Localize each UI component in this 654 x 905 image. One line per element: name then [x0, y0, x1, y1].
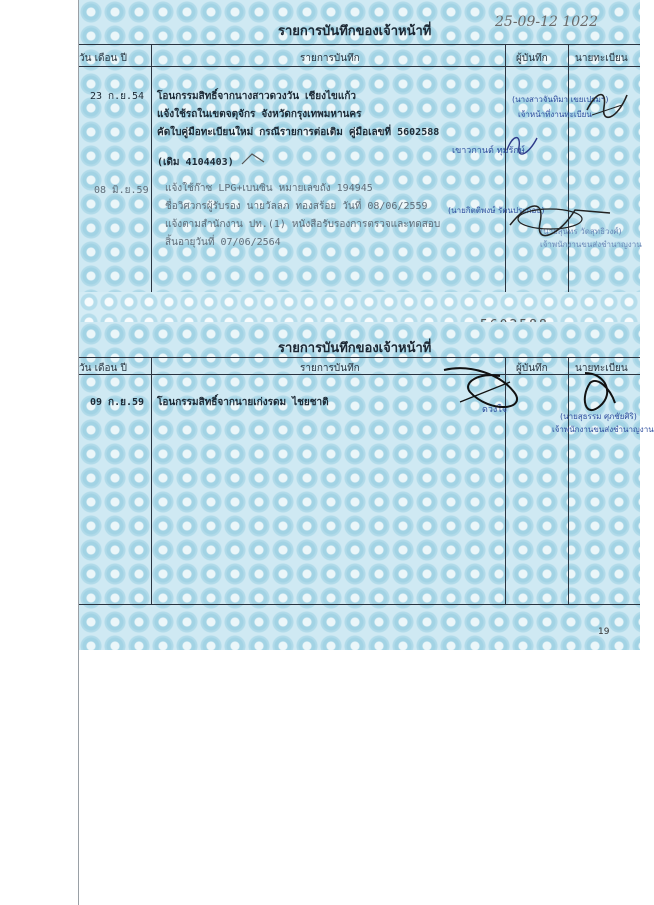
entry-line: สิ้นอายุวันที่ 07/06/2564	[165, 237, 281, 248]
signature-mark	[582, 85, 632, 125]
rule	[505, 44, 506, 292]
entry-line: ชื่อวิศวกรผู้รับรอง นายวัลลภ ทองสร้อย วันที่ 08/06/2559	[165, 201, 428, 212]
officer-stamp: (นายสุธรรม ศุภชัยศิริ)	[560, 412, 637, 421]
rule	[151, 357, 152, 604]
page-number: 19	[598, 627, 610, 637]
entry-line: แจ้งตามสำนักงาน ปท.(1) หนังสือรับรองการตรวจและทดสอบ	[165, 219, 441, 230]
entry-line: แจ้งใช้รถในเขตจตุจักร จังหวัดกรุงเทพมหานคร	[157, 109, 362, 120]
officer-stamp: เจ้าพนักงานขนส่งชำนาญงาน	[540, 240, 642, 249]
rule	[79, 44, 640, 45]
officer-stamp: เจ้าพนักงานขนส่งชำนาญงาน	[552, 425, 654, 434]
rule	[568, 44, 569, 292]
rule	[151, 44, 152, 292]
entry-line: โอนกรรมสิทธิ์จากนางสาวดวงวัน เชียงไขแก้ว	[157, 91, 356, 102]
officer-stamp: (นางสาวจันทิมา เขยเปรมฯ)	[512, 95, 609, 104]
officer-stamp: เขาวกานต์ ทุมรักษ์	[452, 146, 525, 156]
entry-line: แจ้งใช้ก๊าซ LPG+เบนซิน หมายเลขถัง 194945	[165, 183, 373, 194]
officer-stamp: เจ้าหน้าที่งานทะเบียน	[518, 110, 592, 119]
rule	[79, 66, 640, 67]
rule	[79, 604, 640, 605]
officer-stamp: ดวงใจ	[482, 405, 507, 415]
entry-line: โอนกรรมสิทธิ์จากนายเก่งรดม ไชยชาติ	[157, 397, 329, 408]
rule	[79, 357, 640, 358]
entry-line: คัดใบคู่มือทะเบียนใหม่ กรณีรายการต่อเติม คู่มือเลขที่ 5602588	[157, 127, 440, 138]
section1-title: รายการบันทึกของเจ้าหน้าที่	[278, 24, 432, 39]
officer-stamp: (นายสุนทร วัดสุทธิวงศ์)	[540, 227, 622, 236]
signature-mark	[440, 362, 520, 417]
officer-stamp: (นายกิตติพงษ์ รัตนประกอบ)	[448, 206, 545, 215]
section2-title: รายการบันทึกของเจ้าหน้าที่	[278, 341, 432, 356]
signature-mark	[500, 195, 620, 245]
entry-date: 08 มิ.ย.59	[94, 185, 149, 196]
entry-line: (เดิม 4104403)	[157, 157, 234, 168]
column-header-entry: รายการบันทึก	[300, 363, 360, 374]
column-header-date: วัน เดือน ปี	[79, 363, 127, 374]
handwritten-top-right: 25-09-12 1022	[495, 14, 598, 30]
column-header-registrar: นายทะเบียน	[575, 53, 628, 64]
column-header-recorder: ผู้บันทึก	[516, 363, 548, 374]
rule	[568, 357, 569, 604]
entry-date: 09 ก.ย.59	[90, 397, 145, 408]
signature-mark	[503, 132, 543, 157]
perforation-band	[79, 292, 640, 322]
signature-mark	[575, 368, 625, 413]
column-header-recorder: ผู้บันทึก	[516, 53, 548, 64]
column-header-registrar: นายทะเบียน	[575, 363, 628, 374]
entry-date: 23 ก.ย.54	[90, 91, 145, 102]
signature-mark	[240, 150, 270, 170]
column-header-entry: รายการบันทึก	[300, 53, 360, 64]
column-header-date: วัน เดือน ปี	[79, 53, 127, 64]
